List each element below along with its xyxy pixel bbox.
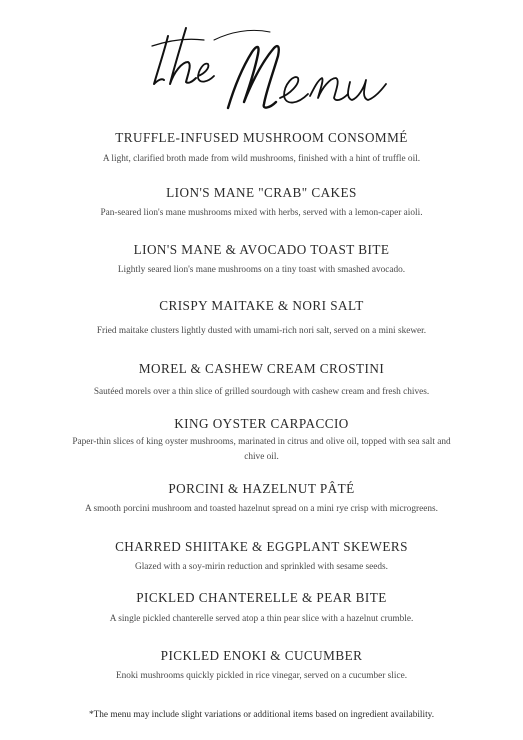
menu-item [40, 481, 483, 517]
menu-item [40, 539, 483, 575]
menu-item-description: Glazed with a soy-mirin reduction and sprinkled with sesame seeds. [134, 562, 389, 572]
menu-item [40, 185, 483, 221]
menu-item-name: PICKLED CHANTERELLE & PEAR BITE [136, 590, 387, 605]
menu-item-name: MOREL & CASHEW CREAM CROSTINI [138, 361, 385, 376]
menu-item-description: Pan-seared lion's mane mushrooms mixed with herbs, served with a lemon-caper aioli. [100, 208, 423, 218]
menu-item-name: PORCINI & HAZELNUT PÂTÉ [168, 481, 355, 496]
menu-item [40, 242, 483, 278]
availability-footnote: *The menu may include slight variations or additional items based on ingredient availability. [88, 710, 435, 720]
menu-item [40, 298, 483, 339]
menu-item-description: A light, clarified broth made from wild mushrooms, finished with a hint of truffle oil. [102, 154, 421, 164]
menu-item-description: Fried maitake clusters lightly dusted with umami-rich nori salt, served on a mini skewer. [96, 326, 427, 336]
menu-item [40, 590, 483, 627]
menu-item-description: A smooth porcini mushroom and toasted hazelnut spread on a mini rye crisp with microgreens. [85, 504, 438, 514]
menu-item-name: PICKLED ENOKI & CUCUMBER [160, 648, 363, 663]
menu-item-name: CHARRED SHIITAKE & EGGPLANT SKEWERS [115, 539, 408, 554]
menu-item-description: Enoki mushrooms quickly pickled in rice vinegar, served on a cucumber slice. [115, 671, 408, 681]
menu-item-name: KING OYSTER CARPACCIO [174, 416, 349, 431]
menu-item-name: CRISPY MAITAKE & NORI SALT [159, 298, 364, 313]
menu-item-description: A single pickled chanterelle served atop a thin pear slice with a hazelnut crumble. [109, 614, 414, 624]
menu-item-name: LION'S MANE "CRAB" CAKES [166, 185, 357, 200]
menu-item-description: Sautéed morels over a thin slice of grilled sourdough with cashew cream and fresh chives. [93, 387, 430, 397]
menu-item-name: LION'S MANE & AVOCADO TOAST BITE [133, 242, 390, 257]
menu-item-description: Paper-thin slices of king oyster mushrooms, marinated in citrus and olive oil, topped with sea salt and chive oil. [72, 437, 451, 462]
menu-item [40, 361, 483, 400]
menu-item-name: TRUFFLE-INFUSED MUSHROOM CONSOMMÉ [115, 130, 408, 145]
menu-item [40, 648, 483, 684]
menu-item [40, 130, 483, 167]
menu-title [130, 18, 400, 118]
menu-item-description: Lightly seared lion's mane mushrooms on a tiny toast with smashed avocado. [117, 265, 406, 275]
menu-title-script [130, 18, 400, 118]
menu-item [40, 416, 483, 465]
